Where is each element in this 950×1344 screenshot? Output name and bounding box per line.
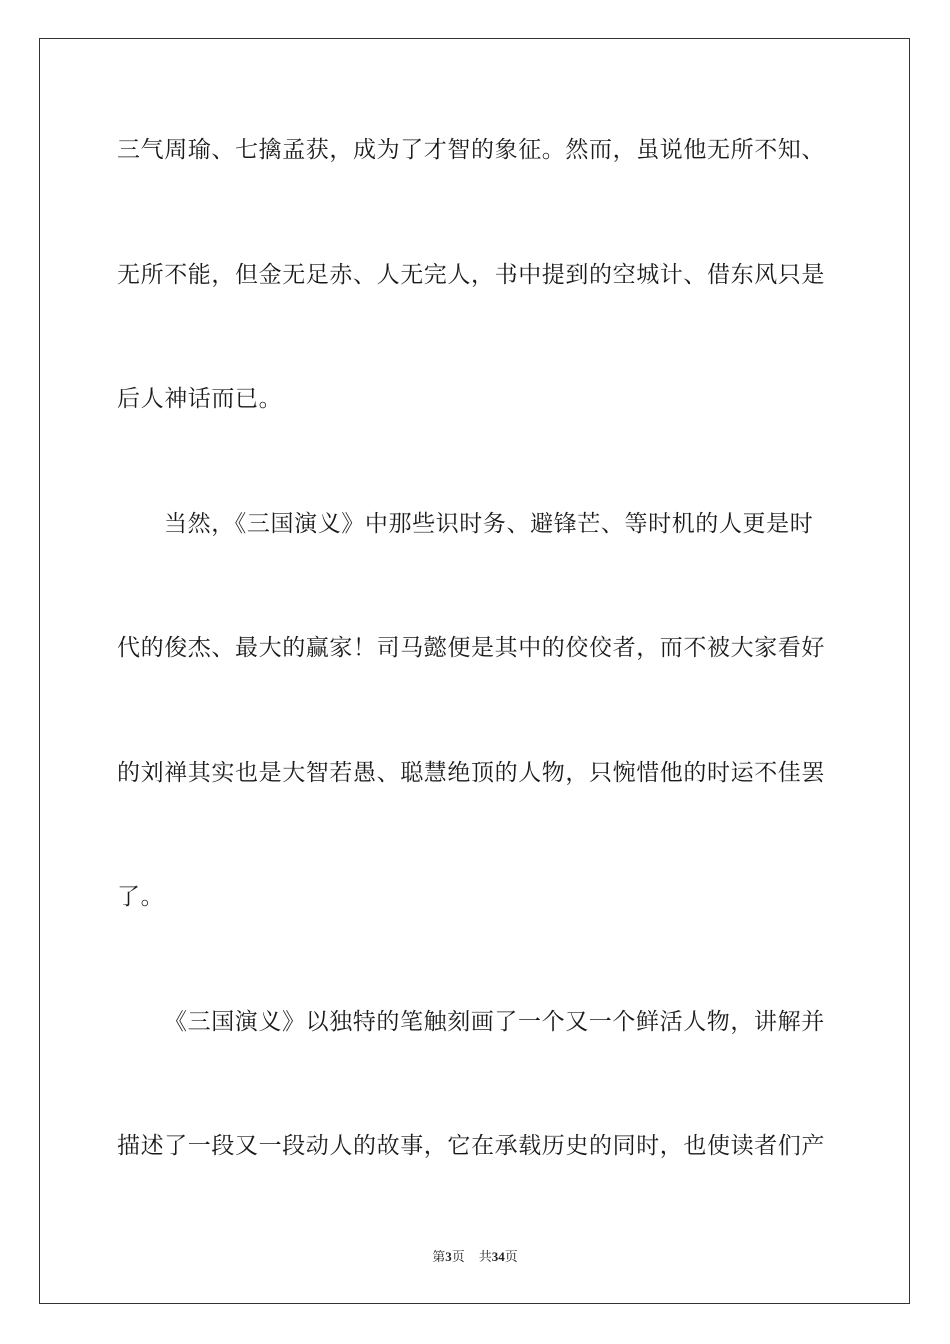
footer-page-suffix: 页 [451,1249,465,1264]
footer-total-pages: 34 [491,1249,505,1264]
footer-page-prefix: 第 [432,1249,446,1264]
text-line-6: 的刘禅其实也是大智若愚、聪慧绝顶的人物，只惋惜他的时运不佳罢 [117,760,825,786]
text-line-3: 后人神话而已。 [117,386,283,412]
page-border [39,38,910,1304]
text-line-2: 无所不能，但金无足赤、人无完人，书中提到的空城计、借东风只是 [117,262,825,288]
page-footer [0,1248,950,1266]
text-line-4: 当然，《三国演义》中那些识时务、避锋芒、等时机的人更是时 [164,511,814,537]
text-line-7: 了。 [117,884,165,910]
text-line-1: 三气周瑜、七擒孟获，成为了才智的象征。然而，虽说他无所不知、 [117,137,825,163]
footer-total-suffix: 页 [504,1249,518,1264]
footer-page-number: 3 [445,1249,452,1264]
text-line-9: 描述了一段又一段动人的故事，它在承载历史的同时，也使读者们产 [117,1133,825,1159]
text-line-8: 《三国演义》以独特的笔触刻画了一个又一个鲜活人物，讲解并 [164,1009,825,1035]
text-line-5: 代的俊杰、最大的赢家！司马懿便是其中的佼佼者，而不被大家看好 [117,635,825,661]
footer-total-prefix: 共 [478,1249,492,1264]
